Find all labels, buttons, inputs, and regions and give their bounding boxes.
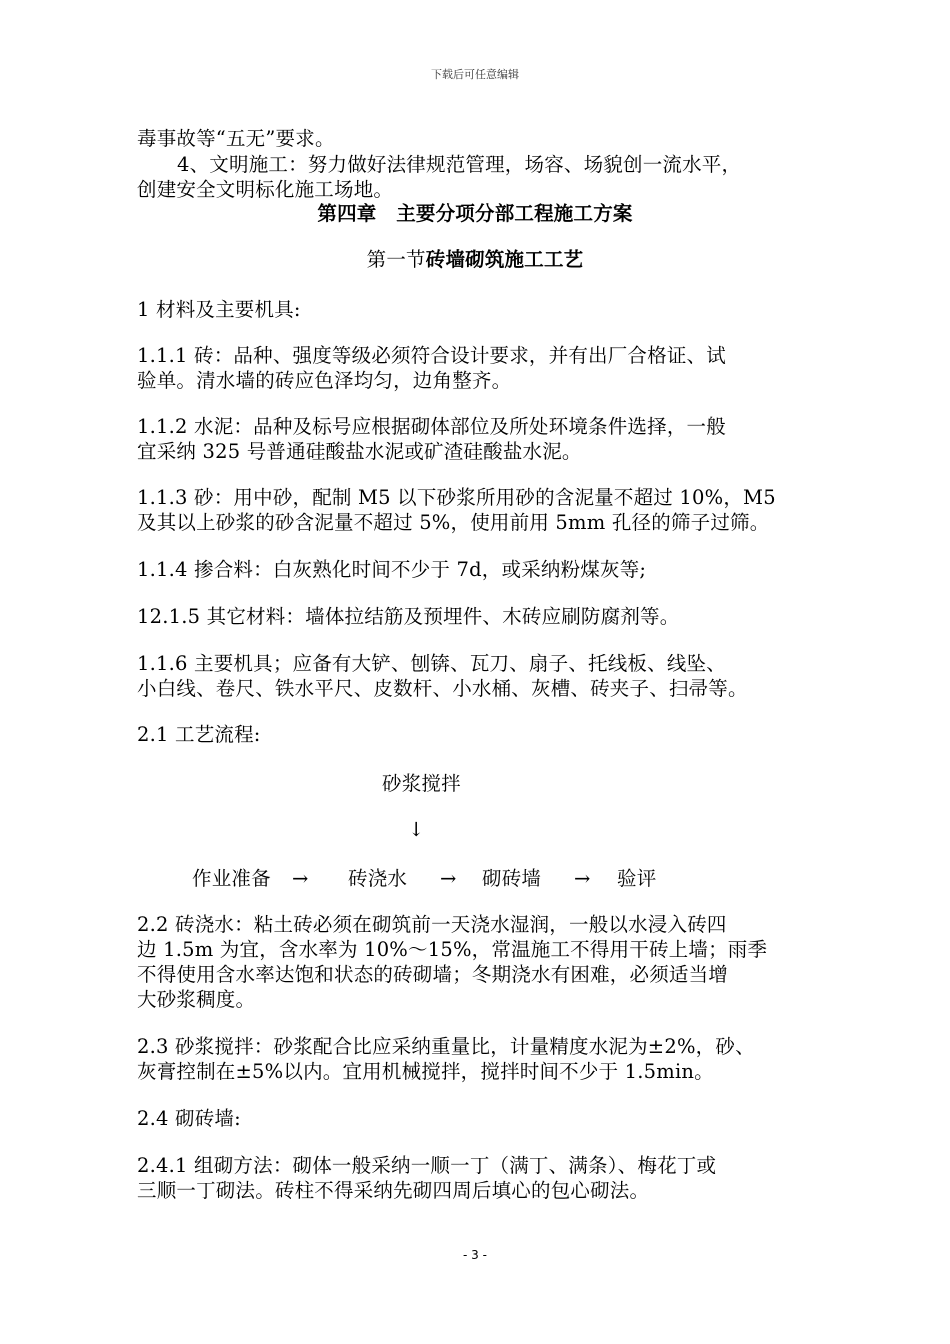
text-line: 1.1.1 砖：品种、强度等级必须符合设计要求，并有出厂合格证、试	[137, 344, 726, 367]
text-line: 2.4 砌砖墙:	[137, 1107, 241, 1130]
section-prefix: 第一节	[366, 248, 426, 271]
text-line: 边 1.5m 为宜，含水率为 10%～15%，常温施工不得用干砖上墙；雨季	[137, 938, 768, 961]
text-line: 不得使用含水率达饱和状态的砖砌墙；冬期浇水有困难，必须适当增	[137, 963, 729, 986]
flow-step: 作业准备	[192, 867, 271, 890]
section-name: 砖墙砌筑施工工艺	[425, 248, 584, 271]
text-line: 创建安全文明标化施工场地。	[137, 178, 394, 201]
text-line: 1.1.6 主要机具；应备有大铲、刨锛、瓦刀、扇子、托线板、线坠、	[137, 652, 726, 675]
flow-arrow: →	[574, 867, 591, 890]
text-line: 1.1.4 掺合料：白灰熟化时间不少于 7d，或采纳粉煤灰等;	[137, 558, 647, 581]
text-line: 验单。清水墙的砖应色泽均匀，边角整齐。	[137, 369, 512, 392]
section-title	[0, 248, 950, 271]
text-line: 4、文明施工：努力做好法律规范管理，场容、场貌创一流水平，	[177, 153, 742, 176]
chapter-title: 第四章 主要分项分部工程施工方案	[317, 202, 633, 225]
text-line: 12.1.5 其它材料：墙体拉结筋及预埋件、木砖应刷防腐剂等。	[137, 605, 680, 628]
page-header: 下载后可任意编辑	[431, 68, 519, 81]
text-line: 2.1 工艺流程:	[137, 723, 261, 746]
text-line: 小白线、卷尺、铁水平尺、皮数杆、小水桶、灰槽、砖夹子、扫帚等。	[137, 677, 748, 700]
flow-step: 砖浇水	[348, 867, 408, 890]
text-line: 1 材料及主要机具:	[137, 298, 301, 321]
flow-top-step: 砂浆搅拌	[382, 772, 461, 795]
text-line: 2.4.1 组砌方法：砌体一般采纳一顺一丁（满丁、满条）、梅花丁或	[137, 1154, 717, 1177]
text-line: 1.1.2 水泥：品种及标号应根据砌体部位及所处环境条件选择，一般	[137, 415, 726, 438]
text-line: 宜采纳 325 号普通硅酸盐水泥或矿渣硅酸盐水泥。	[137, 440, 582, 463]
flow-step: 砌砖墙	[482, 867, 542, 890]
text-line: 1.1.3 砂：用中砂，配制 M5 以下砂浆所用砂的含泥量不超过 10%，M5	[137, 486, 776, 509]
text-line: 2.2 砖浇水：粘土砖必须在砌筑前一天浇水湿润，一般以水浸入砖四	[137, 913, 727, 936]
text-line: 2.3 砂浆搅拌：砂浆配合比应采纳重量比，计量精度水泥为±2%，砂、	[137, 1035, 755, 1058]
text-line: 灰膏控制在±5%以内。宜用机械搅拌，搅拌时间不少于 1.5min。	[137, 1060, 714, 1083]
flow-arrow: →	[440, 867, 457, 890]
text-line: 三顺一丁砌法。砖柱不得采纳先砌四周后填心的包心砌法。	[137, 1179, 650, 1202]
text-line: 大砂浆稠度。	[137, 988, 256, 1011]
text-line: 及其以上砂浆的砂含泥量不超过 5%，使用前用 5mm 孔径的筛子过筛。	[137, 511, 770, 534]
flow-step: 验评	[617, 867, 657, 890]
page-number: - 3 -	[463, 1248, 487, 1262]
text-line: 毒事故等“五无”要求。	[137, 127, 335, 150]
flow-arrow: →	[292, 867, 309, 890]
flow-down-arrow: ↓	[408, 818, 425, 841]
